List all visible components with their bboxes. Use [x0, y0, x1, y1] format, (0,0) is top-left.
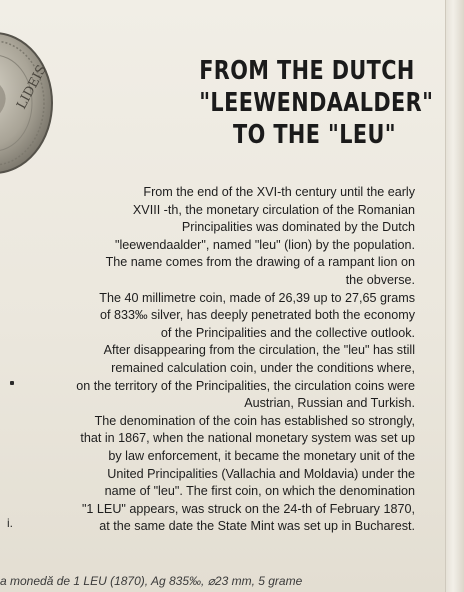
body-line: of 833‰ silver, has deeply penetrated both the economy — [99, 308, 415, 323]
margin-mark — [10, 381, 14, 385]
body-line: on the territory of the Principalities, the circulation coins were — [76, 378, 415, 393]
body-line: The 40 millimetre coin, made of 26,39 up to 27,65 grams — [99, 290, 415, 305]
title-line-3: TO THE "LEU" — [233, 120, 396, 150]
body-line: at the same date the State Mint was set up in Bucharest. — [99, 519, 415, 534]
body-line: "leewendaalder", named "leu" (lion) by the population. — [114, 237, 415, 252]
coin-caption: a monedă de 1 LEU (1870), Ag 835‰, ⌀23 mm, 5 grame — [0, 574, 303, 588]
body-line: Principalities was dominated by the Dutch — [181, 220, 415, 235]
coin-inscription: LIDEIS — [14, 62, 50, 112]
body-line: of the Principalities and the collective outlook. — [160, 325, 415, 340]
body-line: The denomination of the coin has established so strongly, — [94, 413, 415, 428]
body-line: remained calculation coin, under the conditions where, — [111, 360, 415, 375]
body-line: Austrian, Russian and Turkish. — [244, 396, 415, 411]
body-line: that in 1867, when the national monetary system was set up — [80, 431, 415, 446]
body-line: XVIII -th, the monetary circulation of the Romanian — [132, 202, 415, 217]
body-line: After disappearing from the circulation, the "leu" has still — [103, 343, 415, 358]
page-title — [199, 55, 434, 151]
margin-fragment: i. — [7, 516, 13, 530]
coin-image — [0, 30, 54, 176]
body-paragraph — [55, 184, 415, 536]
body-line: name of "leu". The first coin, on which the denomination — [104, 484, 415, 499]
body-line: the obverse. — [345, 272, 415, 287]
body-line: From the end of the XVI-th century until the early — [143, 185, 415, 199]
body-line: by law enforcement, it became the monetary unit of the — [108, 448, 415, 463]
page-edge — [445, 0, 464, 592]
body-line: The name comes from the drawing of a rampant lion on — [105, 255, 415, 270]
title-line-2: "LEEWENDAALDER" — [199, 88, 434, 118]
body-line: United Principalities (Vallachia and Moldavia) under the — [107, 466, 415, 481]
body-line: "1 LEU" appears, was struck on the 24-th of February 1870, — [81, 501, 415, 516]
title-line-1: FROM THE DUTCH — [199, 56, 415, 86]
